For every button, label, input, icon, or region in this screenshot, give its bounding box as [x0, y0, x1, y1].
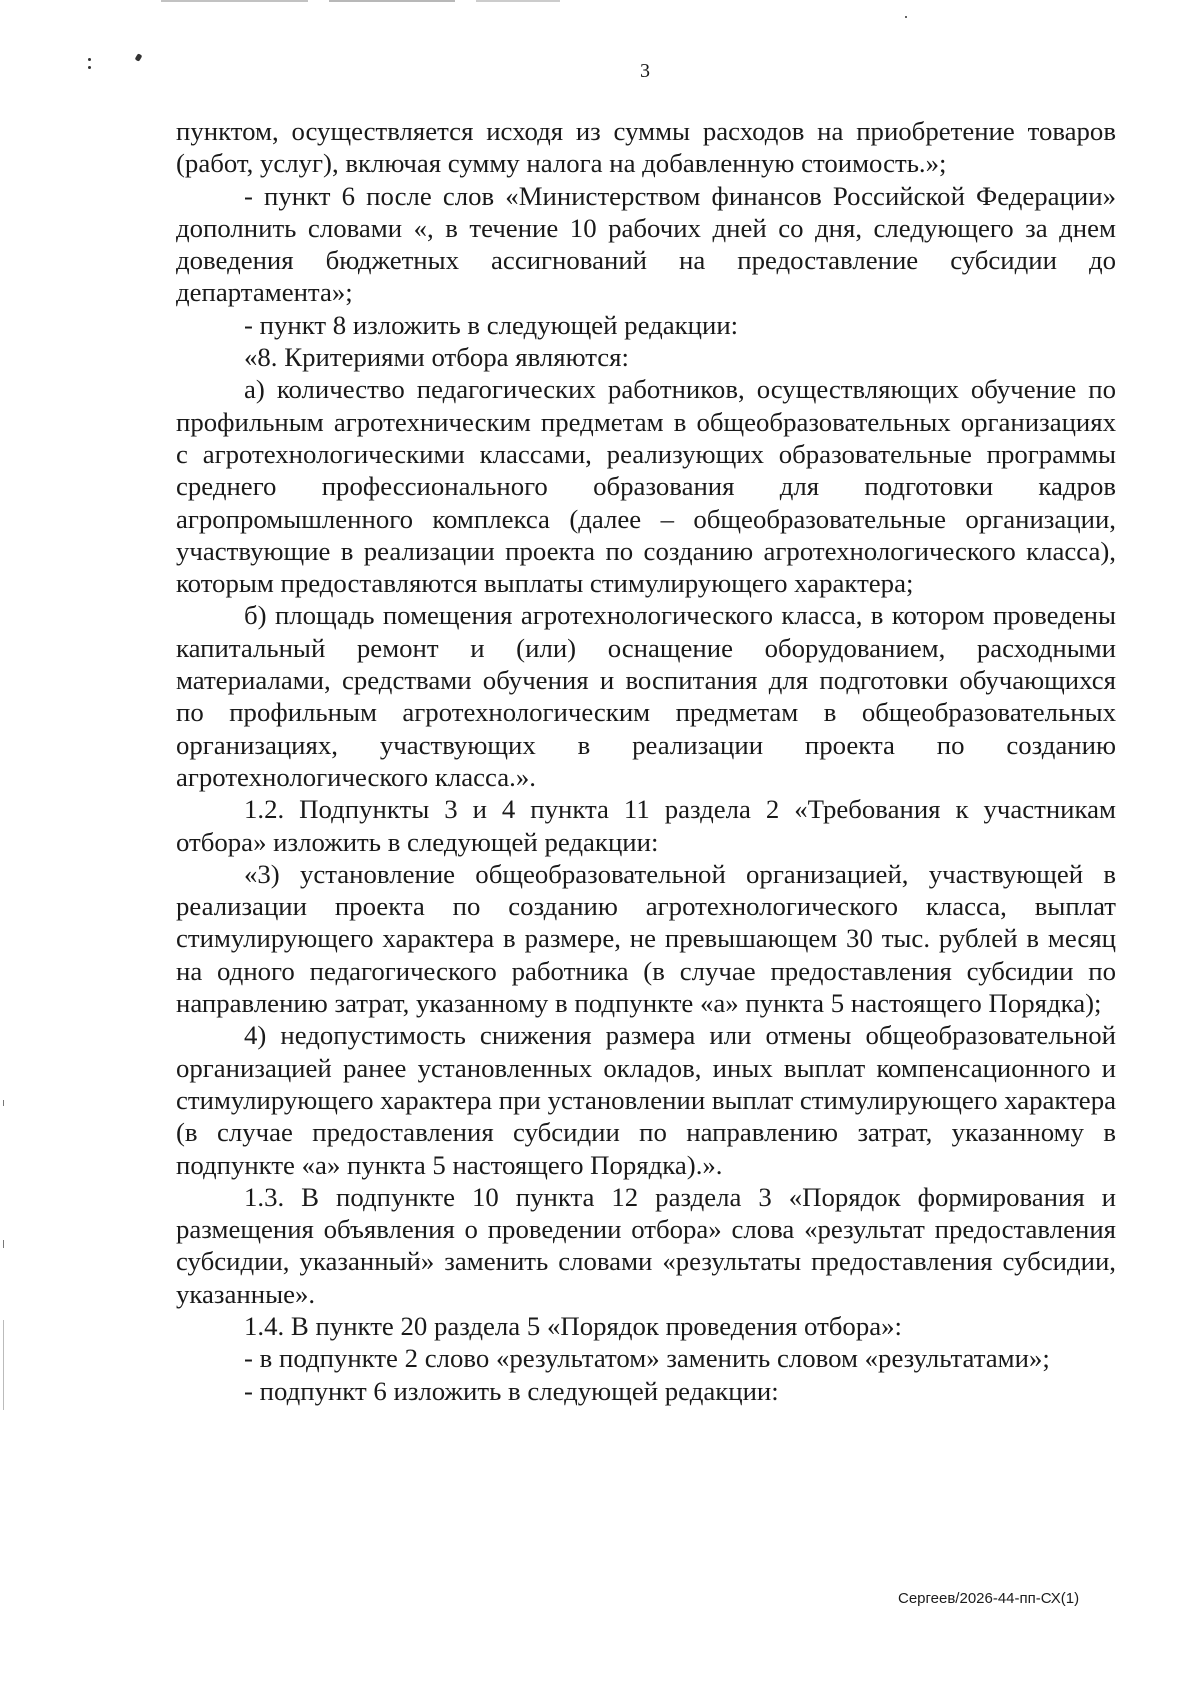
- paragraph: - пункт 6 после слов «Министерством финансов Российской Федерации» дополнить словами «, в течение 10 рабочих дней со дня, следующего за днем доведения бюджетных ассигнований на предоставление субсидии до департамента»;: [176, 180, 1116, 308]
- scan-artifact-edge: [3, 1100, 4, 1106]
- paragraph: 1.2. Подпункты 3 и 4 пункта 11 раздела 2 «Требования к участникам отбора» изложить в следующей редакции:: [176, 794, 1116, 857]
- scan-artifact-edge: [3, 1240, 4, 1248]
- paragraph: - пункт 8 изложить в следующей редакции:: [244, 309, 739, 340]
- paragraph: «3) установление общеобразовательной организацией, участвующей в реализации проекта по созданию агротехнологического класса, выплат стимулирующего характера в размере, не превышающем 30 тыс. рублей в месяц на одного педагогического работника (в случае предоставления субсидии по направлению затрат, указанному в подпункте «а» пункта 5 настоящего Порядка);: [176, 858, 1116, 1019]
- paragraph: 1.3. В подпункте 10 пункта 12 раздела 3 «Порядок формирования и размещения объявления о проведении отбора» слова «результат предоставления субсидии, указанный» заменить словами «результаты предоставления субсидии, указанные».: [176, 1181, 1116, 1309]
- paragraph: 4) недопустимость снижения размера или отмены общеобразовательной организацией ранее установленных окладов, иных выплат компенсационного и стимулирующего характера при установлении выплат стимулирующего характера (в случае предоставления субсидии по направлению затрат, указанному в подпункте «а» пункта 5 настоящего Порядка).».: [176, 1020, 1116, 1180]
- paragraph: - подпункт 6 изложить в следующей редакции:: [244, 1375, 779, 1406]
- paragraph: 1.4. В пункте 20 раздела 5 «Порядок проведения отбора»:: [244, 1310, 902, 1341]
- paragraph: а) количество педагогических работников, осуществляющих обучение по профильным агротехническим предметам в общеобразовательных организациях с агротехнологическими классами, реализующих образовательные программы среднего профессионального образования для подготовки кадров агропромышленного комплекса (далее – общеобразовательные организации, участвующие в реализации проекта по созданию агротехнологического класса), которым предоставляются выплаты стимулирующего характера;: [176, 374, 1116, 599]
- scan-artifact-top-line: [140, 0, 560, 2]
- paragraph: - в подпункте 2 слово «результатом» заменить словом «результатами»;: [244, 1343, 1050, 1374]
- document-footer-code: Сергеев/2026-44-пп-СХ(1): [898, 1590, 1080, 1607]
- paragraph: «8. Критериями отбора являются:: [244, 342, 629, 373]
- page-number: 3: [640, 60, 650, 82]
- paragraph: б) площадь помещения агротехнологического класса, в котором проведены капитальный ремонт и (или) оснащение оборудованием, расходными материалами, средствами обучения и воспитания для подготовки обучающихся по профильным агротехнологическим предметам в общеобразовательных организациях, участвующих в реализации проекта по созданию агротехнологического класса.».: [176, 600, 1116, 792]
- scan-artifact-edge: [3, 1320, 4, 1410]
- paragraph: пунктом, осуществляется исходя из суммы расходов на приобретение товаров (работ, услуг), включая сумму налога на добавленную стоимость.»;: [176, 116, 1116, 179]
- document-body: [176, 115, 1116, 1407]
- scan-artifact-dot: [905, 16, 907, 18]
